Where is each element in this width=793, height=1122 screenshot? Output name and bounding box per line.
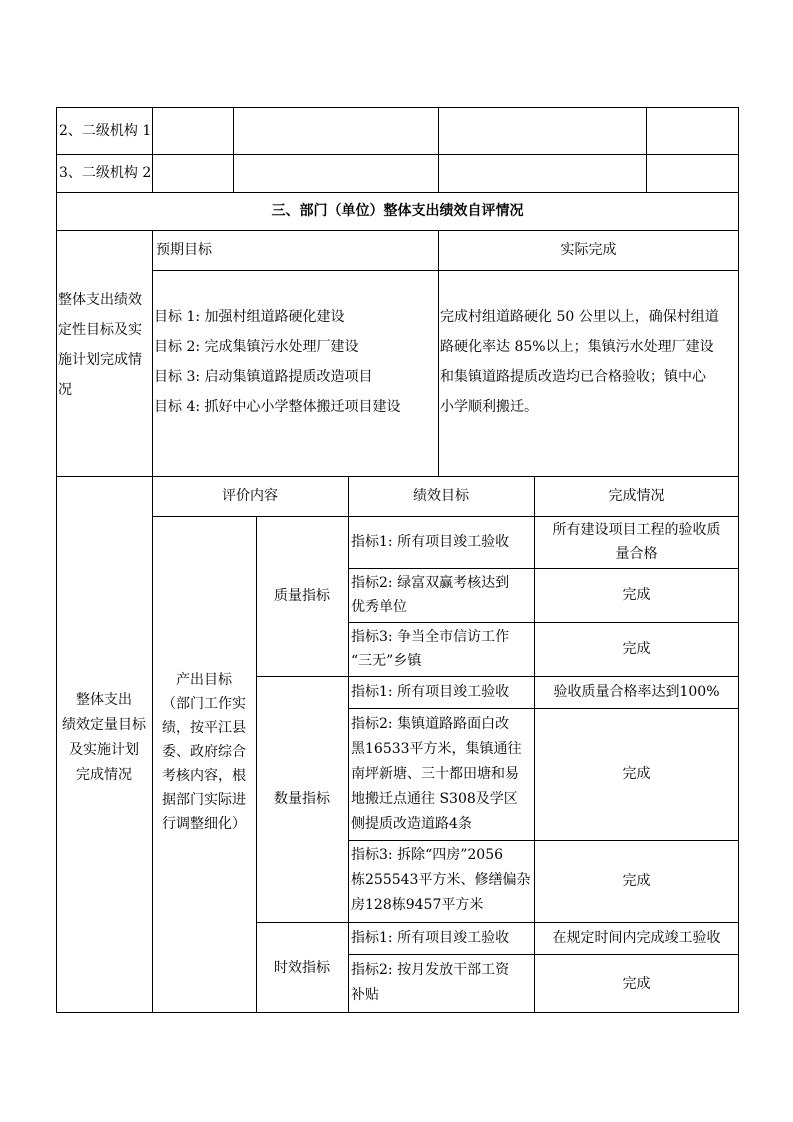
text-line: “三无”乡镇 bbox=[351, 653, 422, 669]
table-cell bbox=[646, 107, 739, 154]
goal-item: 目标 2: 完成集镇污水处理厂建设 bbox=[154, 339, 359, 355]
section-title: 三、部门（单位）整体支出绩效自评情况 bbox=[271, 203, 524, 219]
text-line: 地搬迁点通往 S308及学区 bbox=[351, 791, 518, 807]
text-line: 指标3: 争当全市信访工作 bbox=[351, 629, 510, 645]
quantity-target-2 bbox=[351, 712, 522, 837]
goal-item: 目标 1: 加强村组道路硬化建设 bbox=[154, 309, 345, 325]
table-cell bbox=[233, 107, 438, 154]
quality-target-2 bbox=[351, 571, 509, 619]
actual-header: 实际完成 bbox=[560, 242, 617, 258]
quality-status-3: 完成 bbox=[622, 641, 651, 657]
expected-header: 预期目标 bbox=[156, 242, 212, 258]
text-line: 和集镇道路提质改造均已合格验收；镇中心 bbox=[440, 369, 706, 385]
label-line: 行调整细化） bbox=[162, 816, 246, 832]
text-line: 指标3: 拆除“四房”2056 bbox=[351, 847, 504, 863]
table-cell bbox=[646, 154, 739, 192]
status-header: 完成情况 bbox=[608, 488, 665, 504]
text-line: 南坪新塘、三十都田塘和易 bbox=[351, 766, 519, 782]
text-line: 完成村组道路硬化 50 公里以上，确保村组道 bbox=[440, 309, 719, 325]
label-line: 据部门实际进 bbox=[162, 792, 246, 808]
goals-list bbox=[154, 302, 401, 422]
label-line: 产出目标 bbox=[176, 672, 232, 688]
text-line: 所有建设项目工程的验收质 bbox=[552, 522, 721, 538]
actual-text bbox=[440, 302, 719, 422]
text-line: 路硬化率达 85%以上；集镇污水处理厂建设 bbox=[440, 339, 714, 355]
label-line: 整体支出 bbox=[76, 692, 132, 708]
timeliness-target-2 bbox=[351, 958, 509, 1008]
label-line: （部门工作实 bbox=[162, 696, 246, 712]
timeliness-label: 时效指标 bbox=[274, 960, 330, 976]
quantity-status-3: 完成 bbox=[622, 873, 651, 889]
quality-target-1: 指标1: 所有项目竣工验收 bbox=[351, 534, 510, 550]
table-cell bbox=[233, 154, 438, 192]
text-line: 指标2: 绿富双赢考核达到 bbox=[351, 575, 510, 591]
text-line: 栋255543平方米、修缮偏杂 bbox=[351, 872, 531, 888]
quality-label: 质量指标 bbox=[274, 588, 330, 604]
goal-item: 目标 4: 抓好中心小学整体搬迁项目建设 bbox=[154, 399, 401, 415]
goal-item: 目标 3: 启动集镇道路提质改造项目 bbox=[154, 369, 373, 385]
label-line: 委、政府综合 bbox=[162, 744, 246, 760]
quantity-label: 数量指标 bbox=[274, 791, 330, 807]
org-2-label: 3、二级机构 2 bbox=[59, 165, 152, 181]
table-cell bbox=[438, 154, 646, 192]
text-line: 房128栋9457平方米 bbox=[351, 897, 484, 913]
table-cell bbox=[152, 107, 233, 154]
quality-target-3 bbox=[351, 625, 509, 673]
table-cell bbox=[152, 154, 233, 192]
text-line: 黑16533平方米，集镇通往 bbox=[351, 741, 522, 757]
quantitative-label bbox=[56, 688, 152, 788]
text-line: 指标2: 集镇道路路面白改 bbox=[351, 716, 510, 732]
output-goal-label bbox=[152, 668, 256, 836]
table-cell bbox=[438, 107, 646, 154]
label-line: 整体支出绩效 bbox=[58, 292, 142, 308]
timeliness-status-2: 完成 bbox=[622, 976, 651, 992]
label-line: 及实施计划 bbox=[69, 742, 139, 758]
text-line: 优秀单位 bbox=[351, 599, 407, 615]
quantity-status-1: 验收质量合格率达到100% bbox=[553, 684, 720, 700]
label-line: 绩效定量目标 bbox=[62, 717, 146, 733]
text-line: 小学顺利搬迁。 bbox=[440, 399, 538, 415]
qualitative-label bbox=[58, 285, 142, 405]
label-line: 施计划完成情 bbox=[58, 352, 142, 368]
org-1-label: 2、二级机构 1 bbox=[59, 123, 152, 139]
label-line: 况 bbox=[58, 382, 72, 398]
quantity-status-2: 完成 bbox=[622, 766, 651, 782]
label-line: 定性目标及实 bbox=[58, 322, 142, 338]
label-line: 完成情况 bbox=[76, 767, 132, 783]
label-line: 绩，按平江县 bbox=[162, 720, 246, 736]
target-header: 绩效目标 bbox=[413, 488, 469, 504]
quality-status-1 bbox=[534, 518, 739, 566]
text-line: 侧提质改造道路4条 bbox=[351, 816, 472, 832]
quantity-target-1: 指标1: 所有项目竣工验收 bbox=[351, 684, 510, 700]
label-line: 考核内容，根 bbox=[162, 768, 246, 784]
text-line: 补贴 bbox=[351, 987, 379, 1003]
timeliness-target-1: 指标1: 所有项目竣工验收 bbox=[351, 930, 510, 946]
quantity-target-3 bbox=[351, 843, 530, 918]
text-line: 量合格 bbox=[615, 546, 658, 562]
content-header: 评价内容 bbox=[222, 488, 278, 504]
timeliness-status-1: 在规定时间内完成竣工验收 bbox=[552, 930, 721, 946]
quality-status-2: 完成 bbox=[622, 587, 651, 603]
text-line: 指标2: 按月发放干部工资 bbox=[351, 962, 510, 978]
